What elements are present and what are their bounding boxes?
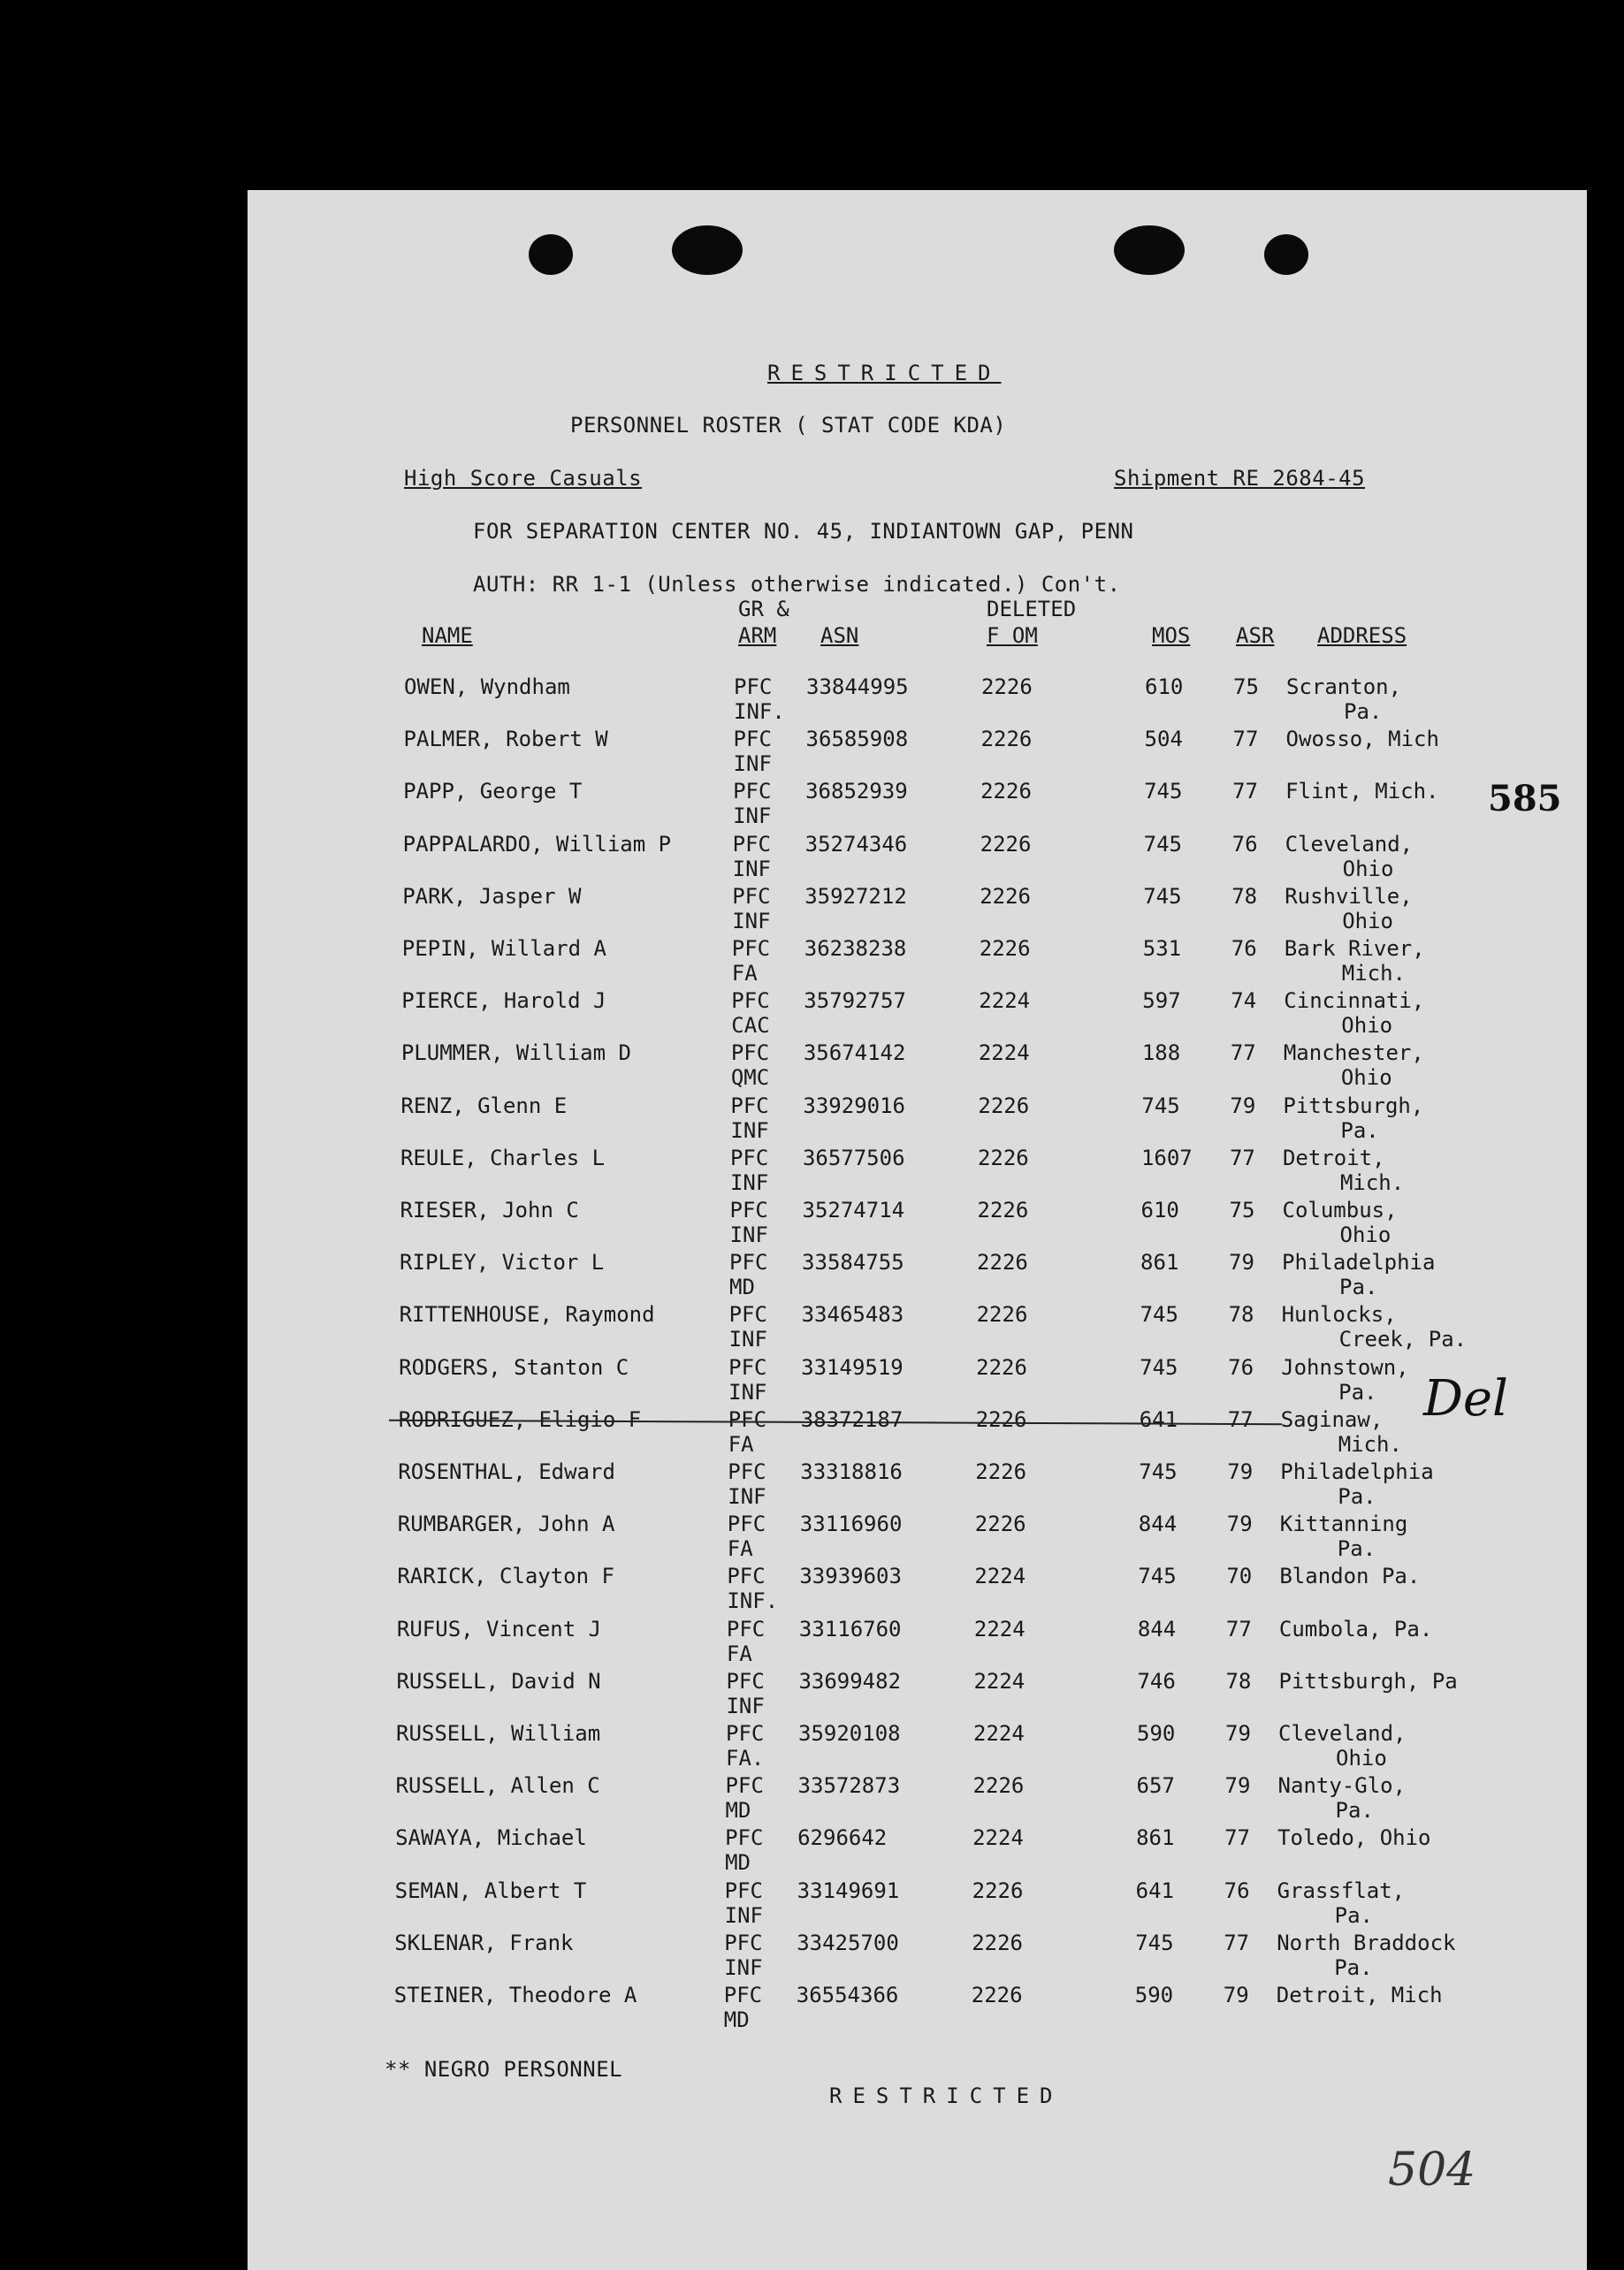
row-mos: 861 — [1136, 1825, 1175, 1851]
row-name: RENZ, Glenn E — [400, 1093, 568, 1118]
row-deleted-from: 2224 — [972, 1825, 1024, 1851]
row-name: RIESER, John C — [400, 1198, 579, 1223]
row-asr: 78 — [1231, 883, 1258, 909]
row-address-line1: Detroit, — [1282, 1145, 1385, 1170]
row-mos: 590 — [1137, 1721, 1176, 1746]
table-row — [248, 988, 1587, 1040]
punch-hole — [1264, 234, 1308, 275]
row-name: RUSSELL, David N — [396, 1668, 601, 1694]
row-name: ROSENTHAL, Edward — [398, 1459, 615, 1484]
row-arm: FA — [726, 1641, 752, 1666]
row-mos: 745 — [1143, 883, 1182, 909]
row-address-line1: Johnstown, — [1281, 1354, 1409, 1380]
row-deleted-from: 2226 — [974, 1512, 1026, 1537]
row-name: SEMAN, Albert T — [394, 1878, 587, 1903]
table-row — [248, 1459, 1587, 1512]
row-grade: PFC — [732, 883, 771, 909]
table-row — [248, 1355, 1587, 1407]
punch-hole — [1114, 225, 1185, 275]
row-asr: 77 — [1232, 779, 1258, 804]
row-address-line1: Toledo, Ohio — [1277, 1825, 1431, 1851]
row-asn: 33149519 — [801, 1354, 903, 1380]
row-deleted-from: 2226 — [979, 936, 1031, 961]
row-address-line2: Pa. — [1338, 1379, 1377, 1405]
row-mos: 745 — [1139, 1459, 1178, 1484]
row-arm: FA — [727, 1536, 753, 1562]
row-asn: 33929016 — [803, 1093, 905, 1118]
row-address-line1: Saginaw, — [1280, 1406, 1384, 1432]
row-grade: PFC — [723, 1983, 763, 2007]
row-name: PAPPALARDO, William P — [402, 831, 672, 857]
row-asn: 35927212 — [804, 883, 907, 909]
row-deleted-from: 2226 — [980, 779, 1032, 804]
row-mos: 504 — [1144, 727, 1183, 752]
row-asn: 38372187 — [800, 1406, 903, 1432]
row-arm: FA — [731, 961, 758, 986]
row-name: REULE, Charles L — [400, 1145, 606, 1170]
row-mos: 746 — [1137, 1668, 1176, 1694]
row-arm: QMC — [730, 1065, 770, 1091]
row-arm: INF — [732, 908, 771, 933]
row-grade: PFC — [725, 1773, 764, 1799]
row-grade: PFC — [727, 1512, 766, 1537]
row-deleted-from: 2226 — [977, 1250, 1028, 1276]
row-asr: 77 — [1224, 1825, 1250, 1851]
row-arm: INF — [729, 1223, 768, 1247]
row-grade: PFC — [728, 1459, 766, 1484]
row-asn: 33844995 — [806, 674, 909, 699]
row-address-line2: Pa. — [1334, 1902, 1373, 1928]
row-mos: 641 — [1135, 1878, 1174, 1903]
row-asr: 79 — [1225, 1721, 1251, 1746]
row-deleted-from: 2226 — [977, 1145, 1029, 1170]
row-asr: 79 — [1226, 1512, 1253, 1537]
table-row — [248, 1407, 1587, 1459]
table-row — [248, 727, 1587, 779]
table-row — [248, 1302, 1587, 1354]
row-asn: 33116760 — [798, 1616, 902, 1642]
row-address-line1: Scranton, — [1286, 674, 1402, 699]
row-grade: PFC — [729, 1198, 768, 1223]
deletion-handwritten-mark: Del — [1423, 1370, 1508, 1428]
row-mos: 597 — [1142, 988, 1181, 1014]
row-address-line1: Owosso, Mich — [1285, 727, 1439, 752]
row-mos: 590 — [1134, 1983, 1174, 2007]
row-arm: INF — [730, 1117, 769, 1143]
punch-hole — [672, 225, 743, 275]
table-row — [248, 884, 1587, 936]
table-row — [248, 779, 1587, 831]
row-arm: FA — [728, 1431, 754, 1457]
row-asr: 78 — [1225, 1668, 1252, 1694]
row-asn: 35792757 — [804, 988, 906, 1014]
row-deleted-from: 2224 — [973, 1721, 1025, 1746]
row-address-line2: Ohio — [1339, 1223, 1391, 1247]
row-grade: PFC — [731, 936, 771, 961]
row-address-line1: Grassflat, — [1277, 1878, 1406, 1903]
row-address-line2: Pa. — [1338, 1484, 1376, 1509]
row-mos: 745 — [1144, 779, 1183, 804]
table-row — [248, 1721, 1587, 1773]
row-asr: 76 — [1224, 1878, 1250, 1903]
table-row — [248, 1878, 1587, 1931]
row-deleted-from: 2226 — [972, 1930, 1023, 1955]
row-asn: 6296642 — [797, 1825, 888, 1851]
table-row — [248, 1931, 1587, 1983]
row-mos: 745 — [1143, 831, 1182, 857]
row-name: PLUMMER, William D — [400, 1040, 631, 1066]
row-address-line2: Pa. — [1337, 1536, 1376, 1562]
row-asn: 33939603 — [799, 1564, 902, 1589]
column-header-address: ADDRESS — [1317, 623, 1407, 648]
row-name: RITTENHOUSE, Raymond — [399, 1302, 655, 1328]
row-deleted-from: 2224 — [978, 1040, 1030, 1066]
row-grade: PFC — [725, 1825, 764, 1851]
row-address-line1: Columbus, — [1282, 1198, 1398, 1223]
column-header-deleted: DELETED — [987, 597, 1077, 621]
row-name: SAWAYA, Michael — [395, 1825, 587, 1851]
row-arm: CAC — [731, 1013, 770, 1039]
row-grade: PFC — [729, 1250, 768, 1276]
roster-title: PERSONNEL ROSTER ( STAT CODE KDA) — [570, 413, 1007, 438]
row-asr: 77 — [1225, 1616, 1252, 1642]
table-row — [248, 1040, 1587, 1093]
row-address-line2: Ohio — [1342, 908, 1393, 933]
row-address-line1: Blandon Pa. — [1279, 1564, 1421, 1589]
row-address-line2: Mich. — [1339, 1169, 1405, 1195]
row-address-line1: Manchester, — [1283, 1040, 1424, 1066]
row-grade: PFC — [724, 1878, 763, 1903]
row-grade: PFC — [728, 1354, 767, 1380]
row-asn: 35274346 — [804, 831, 908, 857]
row-asr: 76 — [1231, 936, 1257, 961]
row-arm: INF — [728, 1484, 766, 1509]
row-address-line1: North Braddock — [1277, 1930, 1456, 1955]
row-asr: 77 — [1227, 1406, 1254, 1432]
row-asn: 33572873 — [797, 1773, 901, 1799]
table-row — [248, 832, 1587, 884]
row-address-line2: Mich. — [1338, 1431, 1402, 1457]
row-mos: 610 — [1145, 674, 1184, 699]
shipment-number: Shipment RE 2684-45 — [1114, 466, 1366, 491]
table-row — [248, 1983, 1587, 2035]
row-asn: 36238238 — [804, 936, 907, 961]
row-asr: 79 — [1223, 1983, 1249, 2007]
handwritten-page-number: 504 — [1388, 2144, 1476, 2197]
authorization-line: AUTH: RR 1-1 (Unless otherwise indicated.) Con't. — [473, 572, 1121, 597]
row-grade: PFC — [733, 779, 772, 804]
row-mos: 861 — [1140, 1250, 1179, 1276]
row-name: STEINER, Theodore A — [393, 1983, 637, 2007]
document-page — [248, 190, 1587, 2270]
row-name: PAPP, George T — [403, 779, 583, 804]
table-row — [248, 1564, 1587, 1616]
row-address-line2: Ohio — [1340, 1065, 1392, 1091]
row-asr: 79 — [1227, 1459, 1254, 1484]
table-row — [248, 1146, 1587, 1198]
row-deleted-from: 2224 — [973, 1616, 1025, 1642]
table-row — [248, 1198, 1587, 1250]
row-asn: 36577506 — [802, 1145, 905, 1170]
row-mos: 657 — [1136, 1773, 1175, 1799]
row-deleted-from: 2226 — [980, 883, 1031, 909]
row-name: RARICK, Clayton F — [397, 1564, 614, 1589]
row-arm: INF — [733, 804, 772, 829]
row-deleted-from: 2226 — [975, 1406, 1027, 1432]
row-address-line2: Pa. — [1339, 1275, 1378, 1300]
row-mos: 745 — [1138, 1564, 1177, 1589]
row-mos: 531 — [1142, 936, 1182, 961]
row-name: RUMBARGER, John A — [397, 1512, 615, 1537]
row-asn: 35674142 — [803, 1040, 906, 1066]
row-asn: 36585908 — [805, 727, 909, 752]
row-deleted-from: 2226 — [976, 1302, 1028, 1328]
row-deleted-from: 2224 — [973, 1668, 1025, 1694]
row-name: OWEN, Wyndham — [404, 674, 570, 699]
row-deleted-from: 2224 — [974, 1564, 1026, 1589]
row-asn: 36554366 — [796, 1983, 899, 2007]
row-arm: INF — [724, 1954, 763, 1980]
row-asn: 35920108 — [798, 1721, 901, 1746]
destination-line: FOR SEPARATION CENTER NO. 45, INDIANTOWN GAP, PENN — [473, 519, 1134, 544]
row-arm: INF — [733, 751, 772, 777]
row-address-line1: Pittsburgh, — [1283, 1093, 1424, 1118]
footnote: ** NEGRO PERSONNEL — [385, 2057, 623, 2082]
row-asr: 77 — [1232, 727, 1259, 752]
row-grade: PFC — [727, 1564, 766, 1589]
row-mos: 745 — [1135, 1930, 1174, 1955]
row-arm: MD — [725, 1850, 751, 1876]
row-mos: 1607 — [1140, 1145, 1193, 1170]
row-address-line1: Philadelphia — [1280, 1459, 1434, 1484]
table-row — [248, 1512, 1587, 1564]
row-mos: 745 — [1141, 1093, 1180, 1118]
row-address-line1: Cleveland, — [1285, 831, 1414, 857]
row-name: RODGERS, Stanton C — [399, 1354, 629, 1380]
punch-hole — [529, 234, 573, 275]
row-deleted-from: 2226 — [976, 1354, 1027, 1380]
row-address-line1: Cumbola, Pa. — [1278, 1616, 1433, 1642]
row-address-line1: Cleveland, — [1278, 1721, 1407, 1746]
row-address-line2: Ohio — [1341, 1013, 1393, 1039]
row-address-line2: Pa. — [1334, 1954, 1373, 1980]
row-asr: 79 — [1230, 1093, 1256, 1118]
row-grade: PFC — [726, 1668, 765, 1694]
row-arm: INF — [732, 856, 771, 881]
table-row — [248, 1825, 1587, 1878]
table-row — [248, 1669, 1587, 1721]
table-row — [248, 674, 1587, 727]
row-asn: 33584755 — [802, 1250, 904, 1276]
row-name: PEPIN, Willard A — [401, 936, 606, 961]
row-deleted-from: 2226 — [972, 1773, 1025, 1799]
row-asr: 79 — [1224, 1773, 1251, 1799]
row-name: PALMER, Robert W — [403, 727, 608, 752]
row-name: PARK, Jasper W — [402, 883, 582, 909]
row-grade: PFC — [728, 1302, 767, 1328]
row-asn: 33149691 — [797, 1878, 900, 1903]
roster-subtitle-left: High Score Casuals — [404, 466, 643, 491]
row-grade: PFC — [733, 727, 772, 752]
row-address-line1: Flint, Mich. — [1285, 779, 1439, 804]
row-grade: PFC — [734, 674, 773, 699]
row-asn: 33116960 — [799, 1512, 903, 1537]
row-arm: INF — [724, 1902, 763, 1928]
row-address-line1: Philadelphia — [1282, 1250, 1436, 1276]
row-asr: 75 — [1229, 1198, 1255, 1223]
row-deleted-from: 2226 — [980, 727, 1033, 752]
row-address-line1: Cincinnati, — [1284, 988, 1425, 1014]
table-row — [248, 1773, 1587, 1825]
column-header-from: F OM — [987, 623, 1038, 648]
row-deleted-from: 2226 — [978, 1093, 1030, 1118]
row-address-line2: Creek, Pa. — [1338, 1327, 1468, 1352]
row-asr: 70 — [1226, 1564, 1253, 1589]
row-grade: PFC — [728, 1406, 767, 1432]
row-address-line2: Ohio — [1342, 856, 1394, 881]
row-grade: PFC — [729, 1145, 769, 1170]
row-arm: INF — [729, 1169, 769, 1195]
table-row — [248, 936, 1587, 988]
row-arm: INF. — [734, 699, 785, 724]
row-arm: INF. — [727, 1588, 779, 1614]
row-address-line1: Nanty-Glo, — [1277, 1773, 1407, 1799]
row-deleted-from: 2226 — [977, 1198, 1029, 1223]
column-header-name: NAME — [422, 623, 473, 648]
row-name: RUSSELL, Allen C — [395, 1773, 600, 1799]
row-mos: 745 — [1140, 1302, 1178, 1328]
row-name: RUFUS, Vincent J — [396, 1616, 602, 1642]
row-name: SKLENAR, Frank — [394, 1930, 574, 1955]
row-arm: FA. — [726, 1746, 765, 1771]
row-address-line2: Pa. — [1340, 1117, 1379, 1143]
row-grade: PFC — [730, 1040, 770, 1066]
row-asn: 33699482 — [798, 1668, 902, 1694]
row-arm: INF — [728, 1379, 767, 1405]
table-row — [248, 1617, 1587, 1669]
row-asr: 76 — [1228, 1354, 1254, 1380]
row-asn: 33318816 — [800, 1459, 903, 1484]
row-name: RIPLEY, Victor L — [400, 1250, 605, 1276]
row-address-line2: Ohio — [1336, 1746, 1387, 1771]
row-grade: PFC — [731, 988, 770, 1014]
row-deleted-from: 2226 — [975, 1459, 1027, 1484]
row-mos: 188 — [1141, 1040, 1181, 1066]
row-deleted-from: 2226 — [981, 674, 1033, 699]
classification-header: RESTRICTED — [767, 361, 1002, 385]
row-asr: 78 — [1228, 1302, 1254, 1328]
row-arm: INF — [728, 1327, 767, 1352]
row-deleted-from: 2226 — [972, 1878, 1024, 1903]
column-header-gr: GR & — [738, 597, 789, 621]
row-mos: 745 — [1140, 1354, 1178, 1380]
row-asr: 75 — [1233, 674, 1259, 699]
row-asn: 35274714 — [802, 1198, 905, 1223]
row-address-line1: Rushville, — [1285, 883, 1413, 909]
row-mos: 610 — [1140, 1198, 1179, 1223]
row-asn: 36852939 — [805, 779, 908, 804]
row-grade: PFC — [732, 831, 771, 857]
row-address-line2: Pa. — [1344, 699, 1383, 724]
row-grade: PFC — [726, 1616, 766, 1642]
row-asn: 33425700 — [797, 1930, 899, 1955]
column-header-arm: ARM — [738, 623, 777, 648]
table-row — [248, 1250, 1587, 1302]
row-asr: 74 — [1231, 988, 1257, 1014]
row-arm: MD — [725, 1798, 751, 1824]
row-asn: 33465483 — [801, 1302, 904, 1328]
row-mos: 641 — [1139, 1406, 1178, 1432]
row-asr: 77 — [1229, 1145, 1255, 1170]
column-header-asr: ASR — [1236, 623, 1275, 648]
row-deleted-from: 2224 — [979, 988, 1031, 1014]
row-asr: 79 — [1229, 1250, 1254, 1276]
row-address-line1: Bark River, — [1284, 936, 1425, 961]
row-name: RODRIGUEZ, Eligio F — [398, 1406, 642, 1432]
row-deleted-from: 2226 — [971, 1983, 1023, 2007]
row-address-line2: Mich. — [1341, 961, 1406, 986]
row-grade: PFC — [726, 1721, 765, 1746]
row-asr: 77 — [1224, 1930, 1250, 1955]
row-deleted-from: 2226 — [980, 831, 1032, 857]
row-address-line1: Detroit, Mich — [1276, 1983, 1443, 2007]
row-address-line1: Kittanning — [1279, 1512, 1408, 1537]
row-grade: PFC — [724, 1930, 763, 1955]
row-arm: MD — [729, 1275, 755, 1300]
page-stamp: 585 — [1488, 778, 1562, 819]
row-address-line2: Pa. — [1335, 1798, 1374, 1824]
table-row — [248, 1093, 1587, 1146]
row-asr: 76 — [1231, 831, 1258, 857]
row-asr: 77 — [1230, 1040, 1256, 1066]
row-arm: MD — [723, 2007, 750, 2032]
row-name: RUSSELL, William — [396, 1721, 601, 1746]
row-arm: INF — [726, 1693, 765, 1718]
row-grade: PFC — [730, 1093, 769, 1118]
classification-footer: RESTRICTED — [829, 2083, 1064, 2108]
column-header-mos: MOS — [1152, 623, 1191, 648]
row-address-line1: Pittsburgh, Pa — [1278, 1668, 1458, 1694]
row-mos: 844 — [1138, 1512, 1178, 1537]
column-header-asn: ASN — [820, 623, 859, 648]
row-mos: 844 — [1137, 1616, 1177, 1642]
row-address-line1: Hunlocks, — [1281, 1302, 1397, 1328]
row-name: PIERCE, Harold J — [401, 988, 606, 1014]
